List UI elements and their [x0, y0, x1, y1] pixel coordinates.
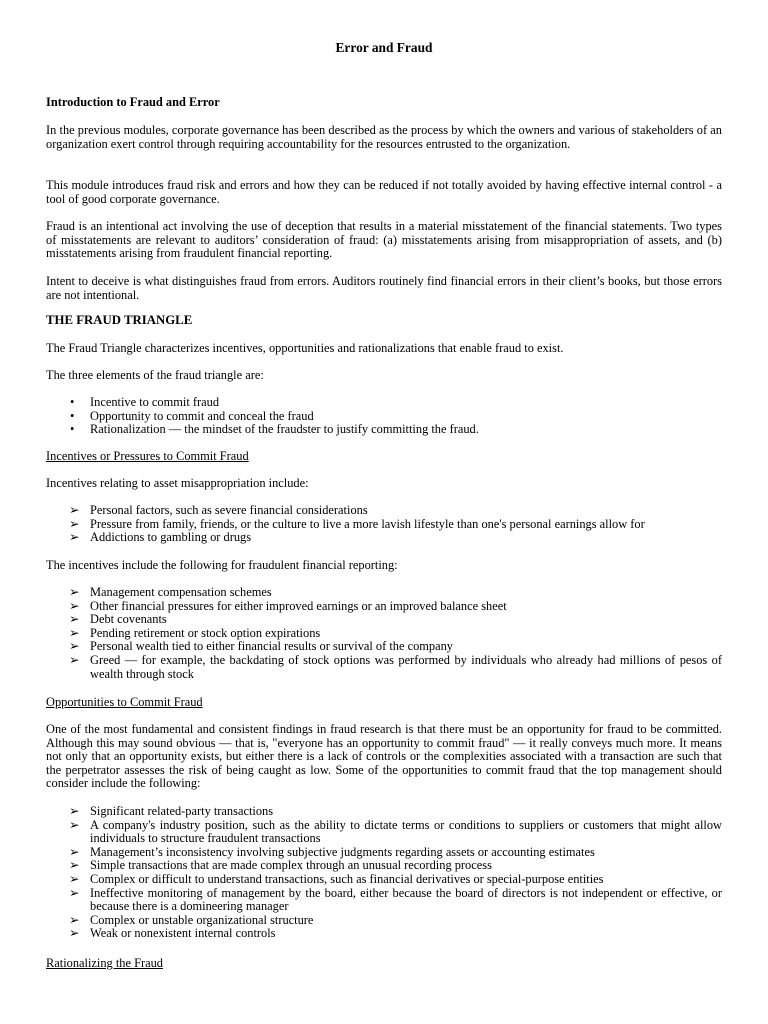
list-item: ➢ Debt covenants: [69, 612, 167, 627]
list-item: ➢ Management’s inconsistency involving subjective judgments regarding assets or accounting estimates: [69, 844, 595, 859]
list-item: ➢ Pressure from family, friends, or the culture to live a more lavish lifestyle than one's personal earnings allow for: [69, 516, 645, 531]
arrow-bullet-icon: ➢: [69, 871, 80, 886]
list-item: • Incentive to commit fraud: [70, 395, 220, 409]
incentives-intro-2: The incentives include the following for fraudulent financial reporting:: [46, 558, 398, 572]
list-item: ➢ Ineffective monitoring of management by the board, either because the board of directors is not independent or effective, or because there is a domineering manager: [69, 885, 722, 914]
opportunities-list: [46, 805, 722, 941]
bullet-icon: •: [70, 408, 75, 423]
intro-heading: Introduction to Fraud and Error: [46, 95, 220, 109]
opportunities-paragraph: One of the most fundamental and consistent findings in fraud research is that there must be an opportunity for fraud to be committed. Although this may sound obvious — that is, "everyone has an opportunity to commit fraud" — it really conveys much more. It means not only that an opportunity exists, but either there is a lack of controls or the complexities associated with a transaction are such that the perpetrator assesses the risk of being caught as low. Some of the opportunities to commit fraud that the top management should consider include the following:: [46, 722, 722, 791]
fraudulent-reporting-list: [46, 586, 722, 681]
rationalizing-heading: Rationalizing the Fraud: [46, 956, 163, 970]
list-item: • Opportunity to commit and conceal the fraud: [70, 408, 314, 423]
arrow-bullet-icon: ➢: [69, 503, 80, 517]
intro-paragraph-3: Fraud is an intentional act involving the use of deception that results in a material misstatement of the financial statements. Two types of misstatements are relevant to auditors’ consideration of fraud: (a) misstatements arising from misappropriation of assets, and (b) misstatements arising from fraudulent financial reporting.: [46, 219, 722, 261]
arrow-bullet-icon: ➢: [69, 612, 80, 627]
arrow-bullet-icon: ➢: [69, 625, 80, 640]
list-item: ➢ Addictions to gambling or drugs: [69, 530, 252, 545]
list-item: ➢ Simple transactions that are made complex through an unusual recording process: [69, 858, 492, 873]
arrow-bullet-icon: ➢: [69, 652, 80, 667]
incentives-heading: Incentives or Pressures to Commit Fraud: [46, 449, 249, 463]
document-title: Error and Fraud: [335, 40, 433, 55]
incentives-intro: Incentives relating to asset misappropriation include:: [46, 476, 309, 490]
arrow-bullet-icon: ➢: [69, 817, 80, 832]
arrow-bullet-icon: ➢: [69, 639, 80, 654]
bullet-icon: •: [70, 422, 75, 437]
arrow-bullet-icon: ➢: [69, 885, 80, 900]
intro-paragraph-1: In the previous modules, corporate governance has been described as the process by which the owners and various of stakeholders of an organization exert control through requiring accountability for the resources entrusted to the organization.: [46, 123, 722, 151]
list-item: ➢ A company's industry position, such as the ability to dictate terms or conditions to suppliers or customers that might allow individuals to structure fraudulent transactions: [69, 817, 722, 846]
arrow-bullet-icon: ➢: [69, 844, 80, 859]
list-item: ➢ Greed — for example, the backdating of stock options was performed by individuals who already had millions of pesos of wealth through stock: [69, 652, 722, 681]
fraud-triangle-paragraph-2: The three elements of the fraud triangle are:: [46, 368, 264, 382]
arrow-bullet-icon: ➢: [69, 926, 80, 941]
arrow-bullet-icon: ➢: [69, 858, 80, 873]
list-item: ➢ Complex or difficult to understand transactions, such as financial derivatives or special-purpose entities: [69, 871, 604, 886]
bullet-icon: •: [70, 395, 75, 409]
intro-paragraph-4: Intent to deceive is what distinguishes fraud from errors. Auditors routinely find financial errors in their client’s books, but those errors are not intentional.: [46, 274, 722, 302]
list-item: • Rationalization — the mindset of the fraudster to justify committing the fraud.: [70, 422, 479, 437]
list-item: ➢ Management compensation schemes: [69, 585, 272, 599]
arrow-bullet-icon: ➢: [69, 598, 80, 613]
list-item: ➢ Pending retirement or stock option expirations: [69, 625, 321, 640]
arrow-bullet-icon: ➢: [69, 804, 80, 818]
fraud-triangle-paragraph-1: The Fraud Triangle characterizes incentives, opportunities and rationalizations that enable fraud to exist.: [46, 341, 564, 355]
arrow-bullet-icon: ➢: [69, 585, 80, 599]
list-item: ➢ Personal factors, such as severe financial considerations: [69, 503, 368, 517]
arrow-bullet-icon: ➢: [69, 912, 80, 927]
arrow-bullet-icon: ➢: [69, 530, 80, 545]
arrow-bullet-icon: ➢: [69, 516, 80, 531]
list-item: ➢ Other financial pressures for either improved earnings or an improved balance sheet: [69, 598, 507, 613]
opportunities-heading: Opportunities to Commit Fraud: [46, 695, 203, 709]
fraud-triangle-elements-list: [46, 396, 722, 437]
intro-paragraph-2: This module introduces fraud risk and errors and how they can be reduced if not totally avoided by having effective internal control - a tool of good corporate governance.: [46, 178, 722, 206]
list-item: ➢ Complex or unstable organizational structure: [69, 912, 314, 927]
asset-misappropriation-list: [46, 504, 722, 545]
list-item: ➢ Significant related-party transactions: [69, 804, 274, 818]
fraud-triangle-heading: THE FRAUD TRIANGLE: [46, 313, 193, 327]
list-item: ➢ Personal wealth tied to either financial results or survival of the company: [69, 639, 454, 654]
list-item: ➢ Weak or nonexistent internal controls: [69, 926, 276, 941]
